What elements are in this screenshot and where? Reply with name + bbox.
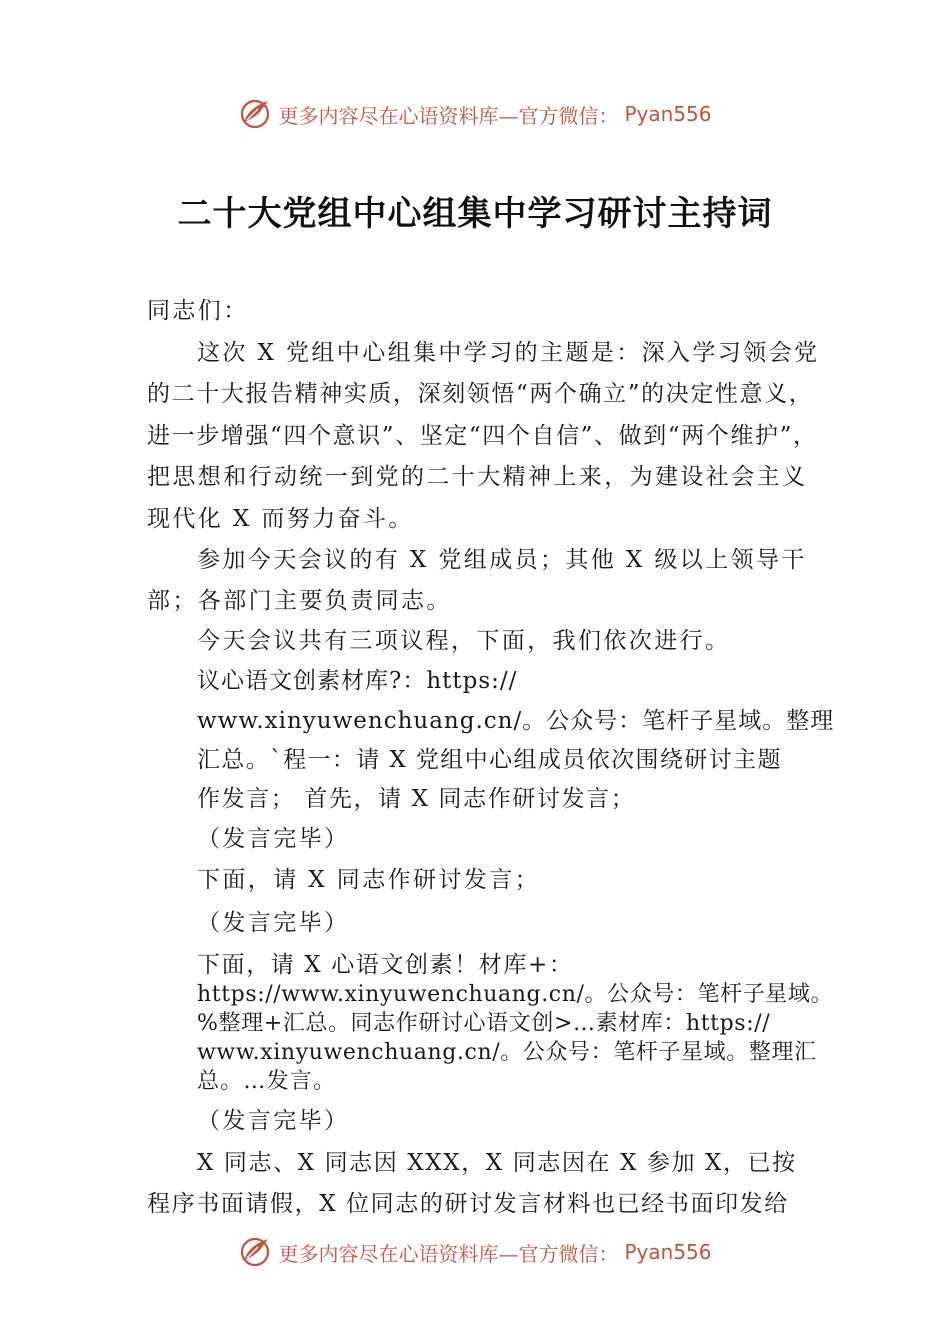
pen-in-circle-logo — [238, 1235, 272, 1269]
paragraph-line: 的二十大报告精神实质，深刻领悟“两个确立”的决定性意义， — [147, 381, 814, 407]
paragraph-line: （发言完毕） — [197, 1108, 350, 1134]
pen-in-circle-logo — [238, 97, 272, 131]
watermark-text: 更多内容尽在心语资料库—官方微信： — [278, 1241, 619, 1266]
paragraph-line: 程序书面请假，X 位同志的研讨发言材料也已经书面印发给 — [147, 1191, 789, 1217]
paragraph-line: 部；各部门主要负责同志。 — [147, 588, 452, 614]
paragraph-line: www.xinyuwenchuang.cn/。公众号：笔杆子星域。整理 — [197, 708, 835, 734]
paragraph-line: 总。…发言。 — [197, 1069, 337, 1094]
paragraph-line: 进一步增强“四个意识”、坚定“四个自信”、做到“两个维护”， — [147, 423, 818, 449]
paragraph-line: 参加今天会议的有 X 党组成员；其他 X 级以上领导干 — [197, 547, 807, 573]
paragraph-line: 汇总。`程一：请 X 党组中心组成员依次围绕研讨主题 — [197, 747, 782, 773]
watermark-wechat-id: Pyan556 — [624, 102, 712, 126]
paragraph-line: 这次 X 党组中心组集中学习的主题是：深入学习领会党 — [197, 340, 820, 366]
watermark-text: 更多内容尽在心语资料库—官方微信： — [278, 103, 619, 128]
paragraph-line: （发言完毕） — [197, 910, 350, 936]
watermark-banner-bottom — [0, 1232, 950, 1272]
paragraph-line: 作发言； 首先，请 X 同志作研讨发言； — [197, 786, 636, 812]
paragraph-line: 下面，请 X 同志作研讨发言； — [197, 867, 540, 893]
greeting-line: 同志们： — [147, 298, 249, 324]
watermark-wechat-id: Pyan556 — [624, 1240, 712, 1264]
paragraph-line: 议心语文创素材库?：https:// — [197, 668, 518, 694]
document-title: 二十大党组中心组集中学习研讨主持词 — [177, 194, 773, 234]
watermark-banner-top — [0, 94, 950, 134]
paragraph-line: 今天会议共有三项议程，下面，我们依次进行。 — [197, 628, 731, 654]
paragraph-line: 下面，请 X 心语文创素！材库+： — [197, 952, 574, 978]
paragraph-line: （发言完毕） — [197, 826, 350, 852]
paragraph-line: 把思想和行动统一到党的二十大精神上来，为建设社会主义 — [147, 464, 808, 490]
paragraph-line: %整理+汇总。同志作研讨心语文创>…素材库：https:// — [197, 1011, 771, 1036]
paragraph-line: www.xinyuwenchuang.cn/。公众号：笔杆子星域。整理汇 — [197, 1040, 817, 1065]
paragraph-line: 现代化 X 而努力奋斗。 — [147, 506, 414, 532]
paragraph-line: X 同志、X 同志因 XXX，X 同志因在 X 参加 X，已按 — [197, 1150, 797, 1176]
paragraph-line: https://www.xinyuwenchuang.cn/。公众号：笔杆子星域。 — [197, 982, 834, 1007]
